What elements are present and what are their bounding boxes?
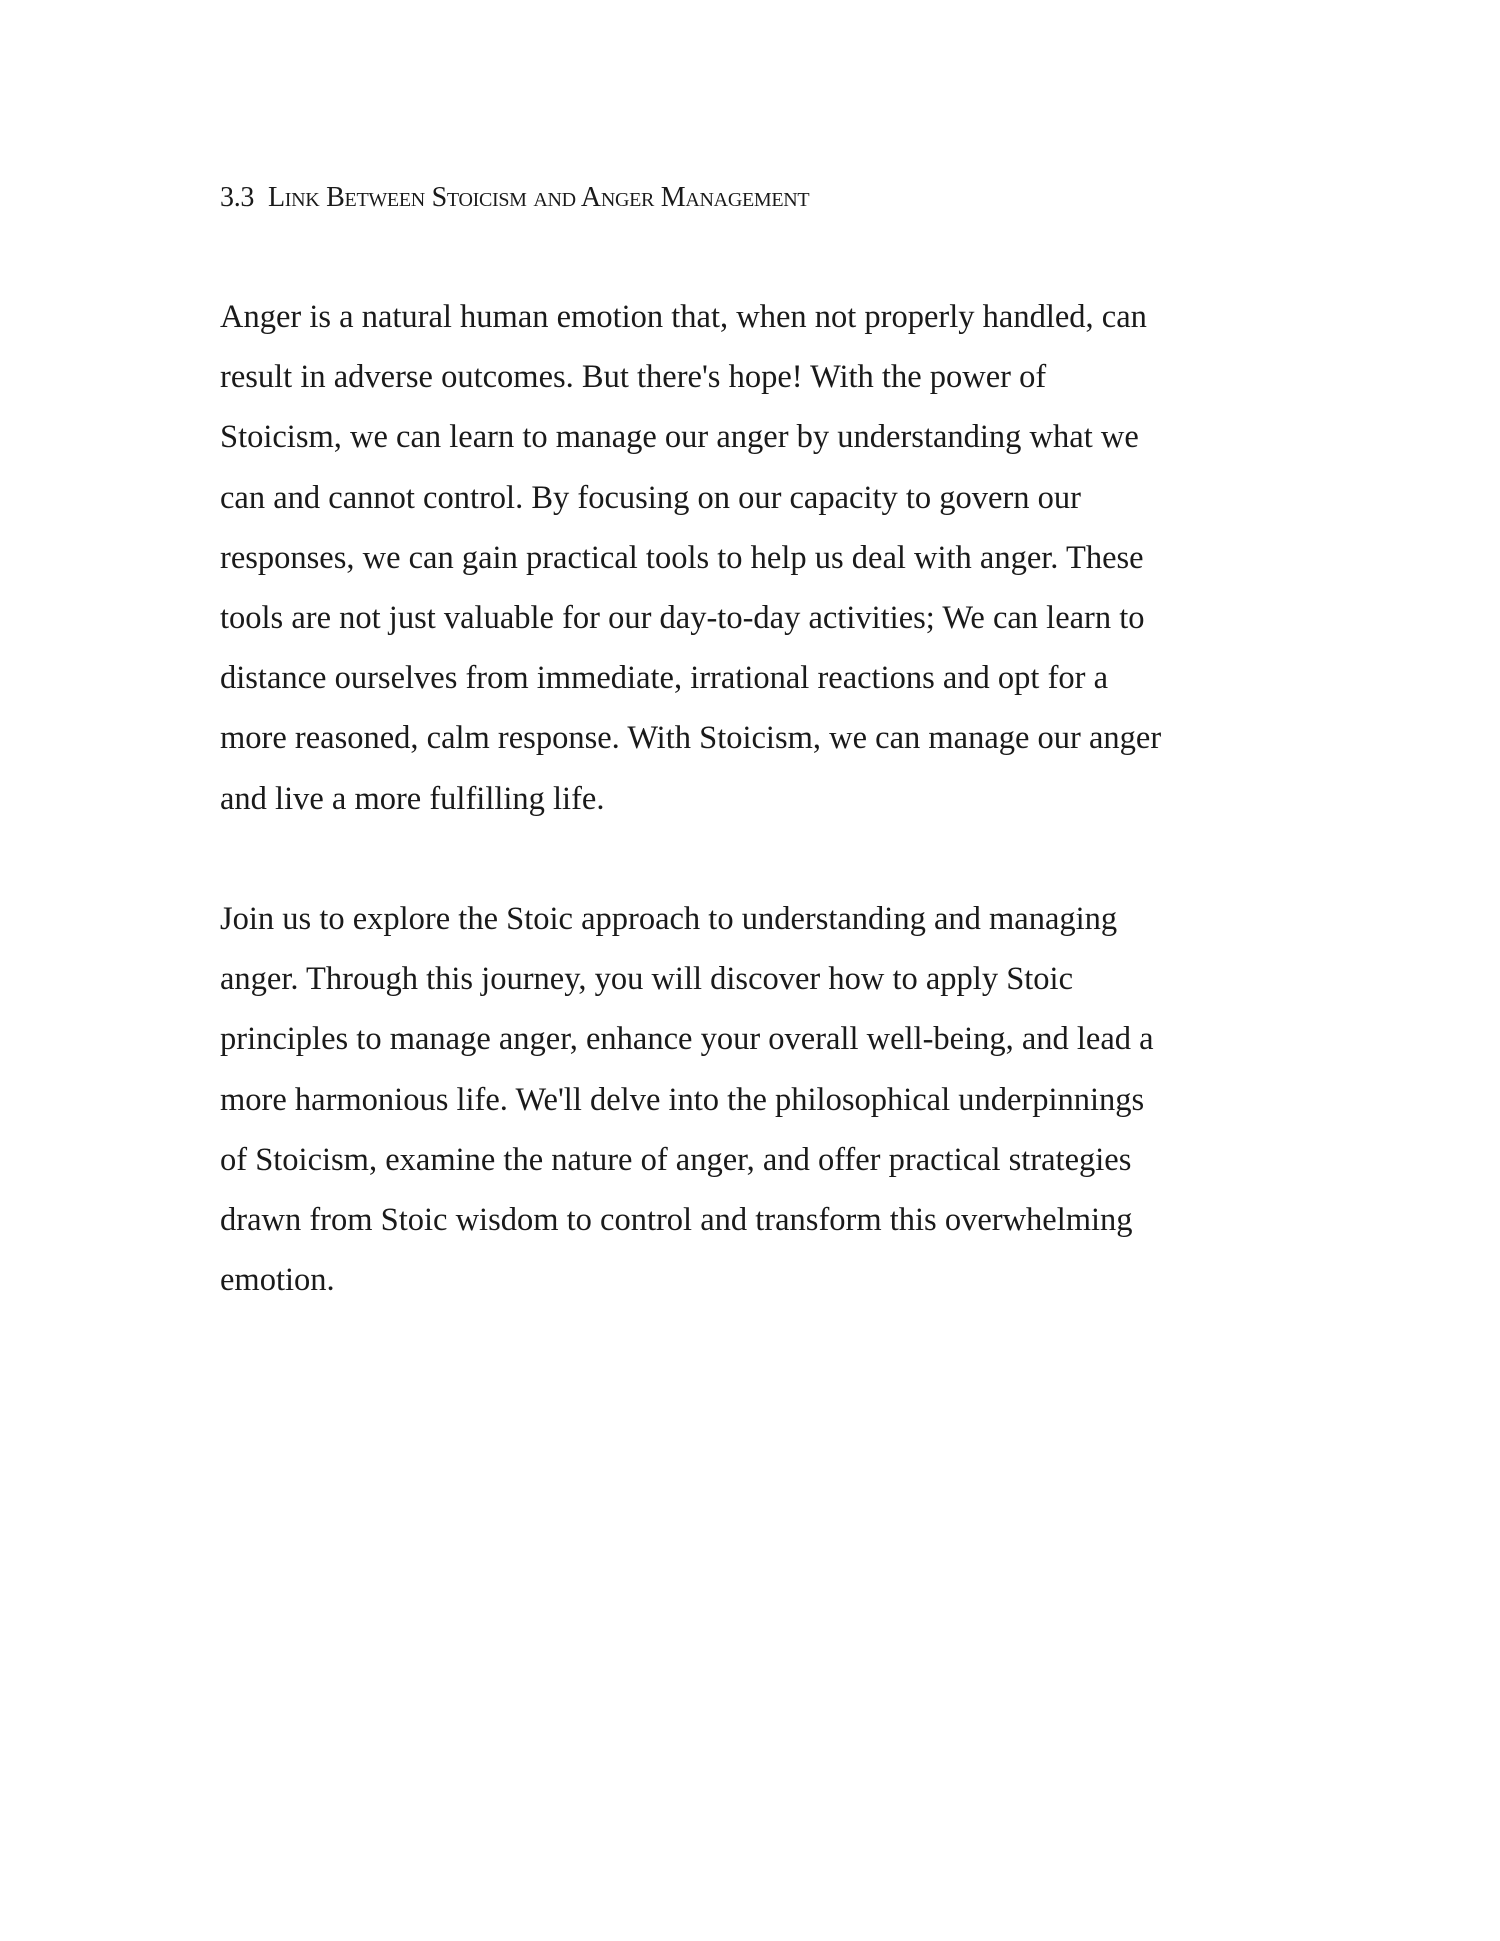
text-line: and live a more fulfilling life.: [220, 780, 605, 817]
text-line: anger. Through this journey, you will discover how to apply Stoic: [220, 961, 1074, 998]
paragraph-2: [220, 889, 1154, 1310]
section-title: Link Between Stoicism and Anger Management: [268, 182, 810, 213]
text-line: Join us to explore the Stoic approach to understanding and managing: [220, 901, 1118, 937]
text-line: principles to manage anger, enhance your overall well-being, and lead a: [220, 1021, 1154, 1058]
paragraph-1: [220, 287, 1161, 829]
text-line: tools are not just valuable for our day-to-day activities; We can learn to: [220, 599, 1145, 636]
text-line: drawn from Stoic wisdom to control and transform this overwhelming: [220, 1201, 1133, 1238]
text-line: can and cannot control. By focusing on our capacity to govern our: [220, 479, 1081, 516]
text-line: more harmonious life. We'll delve into the philosophical underpinnings: [220, 1081, 1145, 1118]
section-heading: [220, 180, 809, 216]
text-line: responses, we can gain practical tools to help us deal with anger. These: [220, 539, 1144, 576]
text-line: emotion.: [220, 1262, 335, 1299]
text-line: distance ourselves from immediate, irrational reactions and opt for a: [220, 660, 1109, 697]
text-line: result in adverse outcomes. But there's hope! With the power of: [220, 359, 1047, 396]
text-line: of Stoicism, examine the nature of anger, and offer practical strategies: [220, 1141, 1132, 1178]
text-line: Stoicism, we can learn to manage our anger by understanding what we: [220, 419, 1139, 456]
section-number: 3.3: [220, 182, 255, 213]
text-line: more reasoned, calm response. With Stoicism, we can manage our anger: [220, 720, 1162, 757]
text-line: Anger is a natural human emotion that, when not properly handled, can: [220, 299, 1147, 335]
